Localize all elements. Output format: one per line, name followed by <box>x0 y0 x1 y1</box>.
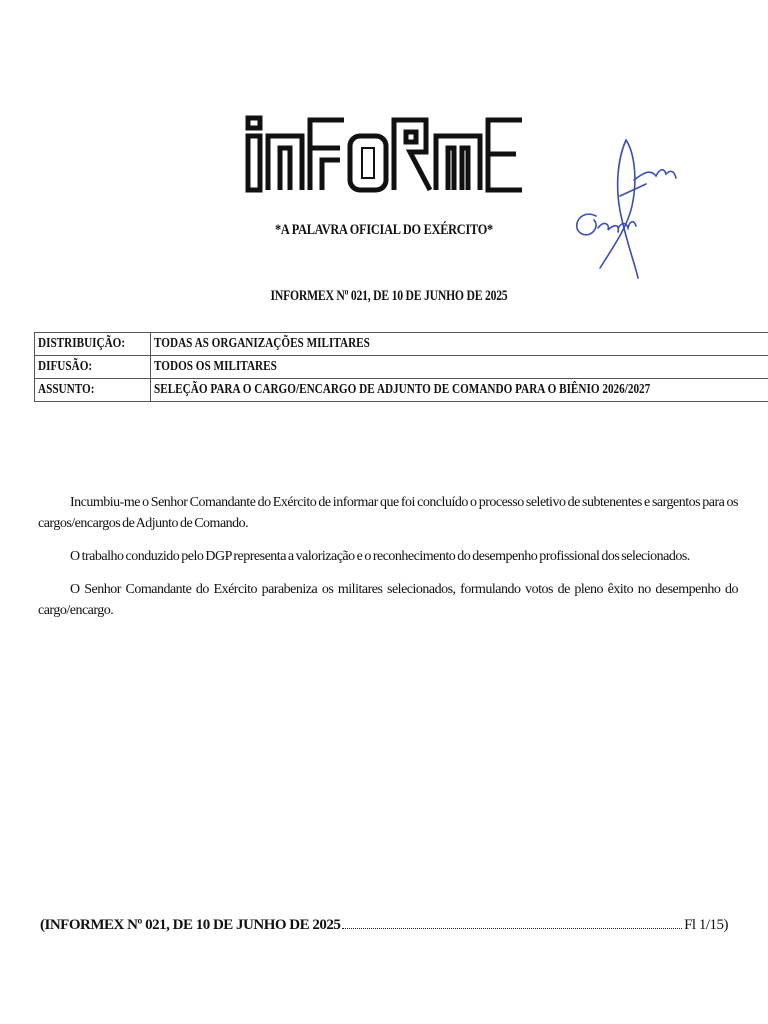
informex-logo-graphic <box>240 112 530 198</box>
footer-reference: (INFORMEX Nº 021, DE 10 DE JUNHO DE 2025 <box>40 917 341 933</box>
subject-label: ASSUNTO: <box>35 379 151 402</box>
body-paragraph: O Senhor Comandante do Exército parabeniza os militares selecionados, formulando votos de pleno êxito no desempenho do cargo/encargo. <box>38 582 738 618</box>
footer-dot-leader <box>342 916 682 929</box>
body-paragraph: O trabalho conduzido pelo DGP representa a valorização e o reconhecimento do desempenho profissional dos selecionados. <box>70 549 690 564</box>
footer-page-number: Fl 1/15) <box>684 917 728 933</box>
motto: *A PALAVRA OFICIAL DO EXÉRCITO* <box>275 222 493 238</box>
page-footer <box>40 916 728 934</box>
signature-graphic <box>560 128 690 288</box>
handwritten-signature <box>560 128 690 288</box>
subject-value: SELEÇÃO PARA O CARGO/ENCARGO DE ADJUNTO DE COMANDO PARA O BIÊNIO 2026/2027 <box>150 379 768 402</box>
diffusion-label: DIFUSÃO: <box>35 356 151 379</box>
diffusion-value: TODOS OS MILITARES <box>150 356 768 379</box>
document-title: INFORMEX Nº 021, DE 10 DE JUNHO DE 2025 <box>270 288 508 304</box>
table-row <box>35 333 768 356</box>
document-body <box>38 492 738 633</box>
informex-logo <box>240 112 530 198</box>
distribution-label: DISTRIBUIÇÃO: <box>35 333 151 356</box>
distribution-value: TODAS AS ORGANIZAÇÕES MILITARES <box>150 333 768 356</box>
distribution-table <box>34 332 768 402</box>
body-paragraph: Incumbiu-me o Senhor Comandante do Exército de informar que foi concluído o processo seletivo de subtenentes e sargentos para os cargos/encargos de Adjunto de Comando. <box>38 495 738 531</box>
table-row <box>35 379 768 402</box>
table-row <box>35 356 768 379</box>
